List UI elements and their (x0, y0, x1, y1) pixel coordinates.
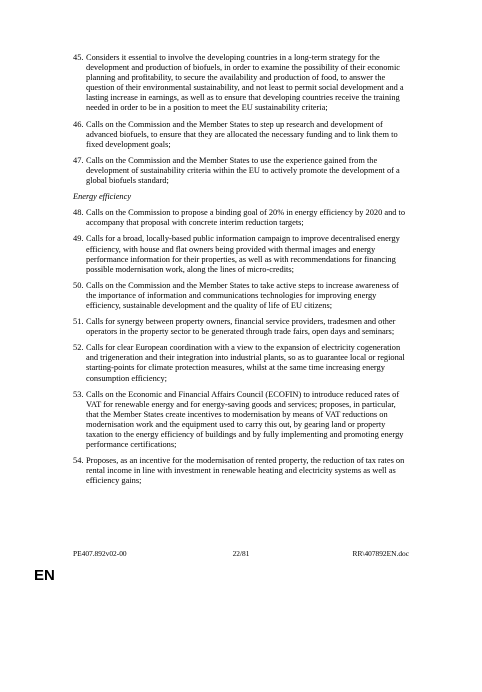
paragraph-47 (73, 156, 409, 186)
paragraph-text: Calls for a broad, locally-based public information campaign to improve decentralised energy efficiency, with house and flat owners being provided with thermal images and energy performance information for their properties, as well as with recommendations for financing possible modernisation work, along the lines of micro-credits; (86, 234, 400, 274)
paragraph-number: 51. (73, 317, 84, 327)
paragraph-text: Calls for synergy between property owners, financial service providers, tradesmen and other operators in the property sector to be generated through trade fairs, open days and seminars; (86, 317, 396, 337)
paragraph-number: 53. (73, 389, 84, 399)
paragraph-54 (73, 456, 409, 486)
paragraph-text: Considers it essential to involve the developing countries in a long-term strategy for the development and production of biofuels, in order to examine the possibility of their economic planning and profitability, to secure the availability and production of food, to answer the question of their environmental sustainability, and not least to permit social development and a lasting increase in earnings, as well as to ensure that developing countries receive the training needed in order to be in a position to meet the EU sustainability criteria; (86, 53, 404, 113)
paragraph-53 (73, 390, 409, 451)
document-body (73, 53, 409, 492)
page-footer (73, 548, 409, 559)
paragraph-number: 45. (73, 53, 84, 62)
paragraph-text: Calls on the Commission and the Member States to use the experience gained from the development of sustainability criteria within the EU to actively promote the development of a global biofuels standard; (86, 155, 400, 186)
paragraph-text: Calls on the Commission and the Member States to take active steps to increase awareness of the importance of information and communications technologies for improving energy efficiency, sustainable development and the quality of life of EU citizens; (86, 280, 399, 310)
paragraph-46 (73, 120, 409, 150)
paragraph-text: Proposes, as an incentive for the modernisation of rented property, the reduction of tax rates on rental income in line with investment in renewable heating and electricity systems as well as efficiency gains; (86, 456, 405, 486)
section-heading: Energy efficiency (73, 192, 132, 202)
paragraph-45 (73, 53, 409, 114)
paragraph-number: 50. (73, 280, 84, 290)
paragraph-49 (73, 234, 409, 274)
paragraph-number: 54. (73, 456, 84, 466)
paragraph-text: Calls on the Commission to propose a binding goal of 20% in energy efficiency by 2020 and to accompany that proposal with concrete interim reduction targets; (86, 208, 406, 228)
paragraph-text: Calls on the Economic and Financial Affairs Council (ECOFIN) to introduce reduced rates of VAT for renewable energy and for energy-saving goods and services; proposes, in particular, that the Member States create incentives to modernisation by means of VAT reductions on modernisation work and the equipment used to carry this out, by gearing land or property taxation to the energy efficiency of buildings and by fully implementing and promoting energy performance certifications; (86, 389, 404, 450)
paragraph-number: 47. (73, 155, 84, 165)
paragraph-text: Calls for clear European coordination with a view to the expansion of electricity cogeneration and trigeneration and their integration into industrial plants, so as to guarantee local or regional starting-points for climate protection measures, whilst at the same time increasing energy consumption efficiency; (86, 343, 405, 383)
language-code: EN (34, 567, 55, 584)
paragraph-number: 49. (73, 234, 84, 244)
document-reference: PE407.892v02-00 (73, 549, 127, 558)
paragraph-number: 48. (73, 208, 84, 218)
paragraph-51 (73, 317, 409, 337)
file-name: RR\407892EN.doc (352, 549, 409, 558)
paragraph-52 (73, 343, 409, 383)
paragraph-number: 52. (73, 343, 84, 353)
paragraph-48 (73, 208, 409, 228)
paragraph-number: 46. (73, 119, 84, 129)
page-number: 22/81 (232, 549, 250, 558)
paragraph-50 (73, 281, 409, 311)
paragraph-text: Calls on the Commission and the Member States to step up research and development of advanced biofuels, to ensure that they are allocated the necessary funding and to link them to fixed development goals; (86, 119, 398, 149)
